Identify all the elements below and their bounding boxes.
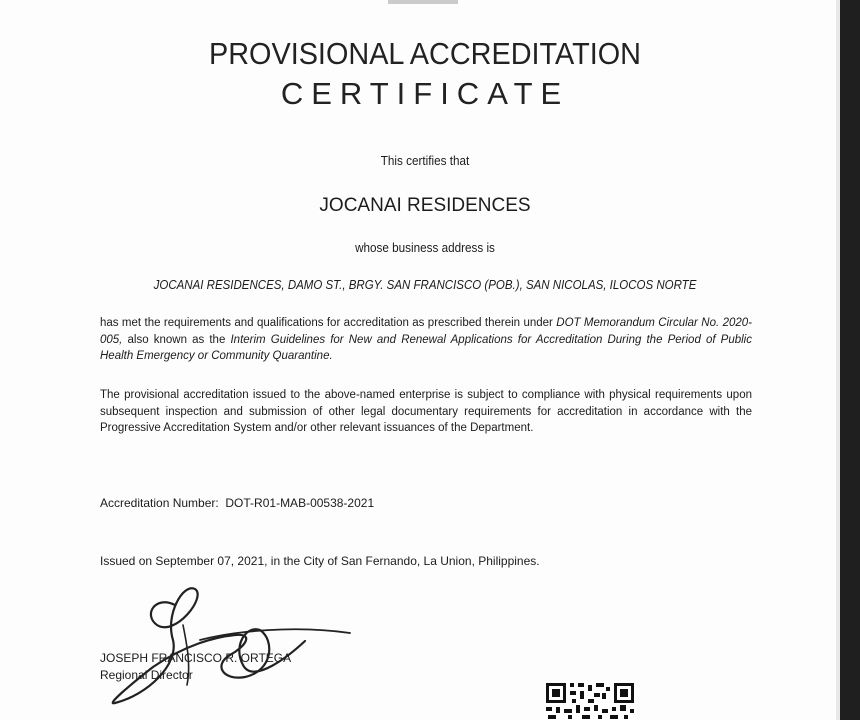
signer-name: JOSEPH FRANCISCO R. ORTEGA: [100, 651, 292, 665]
accreditation-number-line: [100, 496, 374, 510]
business-address: JOCANAI RESIDENCES, DAMO ST., BRGY. SAN FRANCISCO (POB.), SAN NICOLAS, ILOCOS NORTE: [153, 278, 697, 292]
accreditation-label: Accreditation Number:: [100, 496, 219, 510]
top-mark: [388, 0, 458, 4]
accreditation-number: DOT-R01-MAB-00538-2021: [225, 496, 375, 510]
compliance-paragraph: The provisional accreditation issued to the above-named enterprise is subject to compliance with physical requirements upon subsequent inspection and submission of other legal documentary requirements for accreditation in accordance with the Progressive Accreditation System and/or other relevant issuances of the Department.: [100, 389, 752, 434]
para1-text-a: has met the requirements and qualifications for accreditation as prescribed therein under: [100, 317, 557, 329]
signer-title: Regional Director: [100, 668, 193, 682]
para1-guidelines: Interim Guidelines for New and Renewal Applications for Accreditation During the Period of Public Health Emergency or Community Quarantine.: [100, 333, 752, 362]
para1-memo-ref: DOT Memorandum Circular No. 2020-005,: [100, 317, 752, 346]
business-name: JOCANAI RESIDENCES: [319, 195, 531, 216]
issued-line: Issued on September 07, 2021, in the City of San Fernando, La Union, Philippines.: [100, 554, 540, 568]
requirements-paragraph: [100, 315, 752, 365]
window-edge-highlight: [836, 0, 840, 720]
title-line-2: CERTIFICATE: [280, 76, 570, 111]
address-intro: whose business address is: [355, 240, 495, 255]
title-line-1: PROVISIONAL ACCREDITATION: [208, 36, 641, 71]
qr-code: [544, 681, 636, 720]
certifies-text: This certifies that: [380, 153, 470, 168]
signature: [95, 585, 365, 710]
para1-text-b: also known as the: [122, 333, 231, 346]
